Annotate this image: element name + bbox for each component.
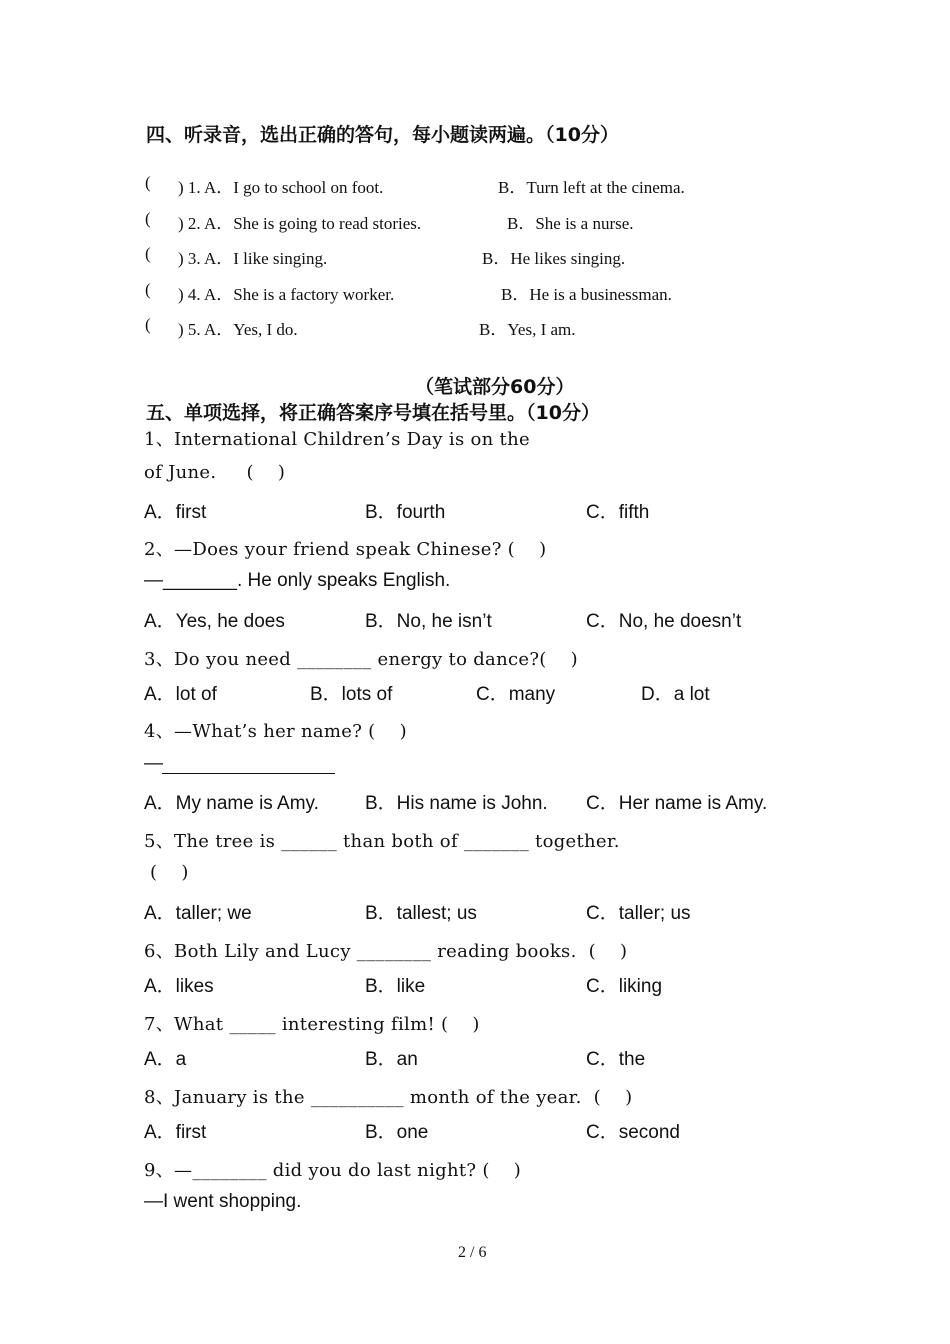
q1-option-c: C．fifth <box>586 502 650 523</box>
question-2: 2、—Does your friend speak Chinese? ( ) <box>144 539 547 560</box>
q8-option-c: C．second <box>586 1122 680 1143</box>
section-5-title: 五、单项选择，将正确答案序号填在括号里。（10分） <box>146 402 600 424</box>
answer-paren: ( <box>145 173 151 192</box>
q6-option-c: C．liking <box>586 976 663 997</box>
answer-paren: ( <box>145 244 151 263</box>
answer-paren: ( <box>145 280 151 299</box>
option-b: B．He is a businessman. <box>501 285 672 304</box>
q5-option-b: B．tallest; us <box>365 903 477 924</box>
q6-option-b: B．like <box>365 976 426 997</box>
section-4-title: 四、听录音，选出正确的答句，每小题读两遍。（10分） <box>146 124 619 146</box>
q3-option-b: B．lots of <box>310 684 393 705</box>
question-7: 7、What _____ interesting film! ( ) <box>144 1014 480 1035</box>
option-b: B．Turn left at the cinema. <box>498 178 685 197</box>
q6-option-a: A．likes <box>144 976 214 997</box>
question-5: 5、The tree is ______ than both of _______ together. <box>144 831 620 852</box>
option-a: ) 5. A．Yes, I do. <box>178 320 298 339</box>
q2-option-c: C．No, he doesn’t <box>586 611 742 632</box>
option-a: ) 1. A．I go to school on foot. <box>178 178 384 197</box>
q7-option-b: B．an <box>365 1049 418 1070</box>
option-a: ) 2. A．She is going to read stories. <box>178 214 422 233</box>
q2-option-a: A．Yes, he does <box>144 611 285 632</box>
answer-paren: ( <box>145 315 151 334</box>
q1-option-b: B．fourth <box>365 502 446 523</box>
option-b: B．She is a nurse. <box>507 214 634 233</box>
q7-option-c: C．the <box>586 1049 646 1070</box>
question-5-line2: ( ) <box>150 862 189 883</box>
q8-option-b: B．one <box>365 1122 429 1143</box>
option-b: B．Yes, I am. <box>479 320 576 339</box>
q5-option-c: C．taller; us <box>586 903 691 924</box>
option-a: ) 4. A．She is a factory worker. <box>178 285 395 304</box>
question-8: 8、January is the __________ month of the year. ( ) <box>144 1087 633 1108</box>
page-number: 2 / 6 <box>458 1244 487 1261</box>
q3-option-d: D．a lot <box>641 684 710 705</box>
q1-option-a: A．first <box>144 502 207 523</box>
question-4: 4、—What’s her name? ( ) <box>144 721 407 742</box>
question-2-line2: —_______. He only speaks English. <box>144 570 451 591</box>
q4-option-b: B．His name is John. <box>365 793 548 814</box>
question-9: 9、—________ did you do last night? ( ) <box>144 1160 522 1181</box>
q5-option-a: A．taller; we <box>144 903 252 924</box>
question-1: 1、International Children’s Day is on the <box>144 429 530 450</box>
option-b: B．He likes singing. <box>482 249 626 268</box>
question-9-line2: —I went shopping. <box>144 1191 302 1212</box>
answer-paren: ( <box>145 209 151 228</box>
q4-option-a: A．My name is Amy. <box>144 793 319 814</box>
q3-option-c: C．many <box>476 684 556 705</box>
q4-option-c: C．Her name is Amy. <box>586 793 768 814</box>
question-3: 3、Do you need ________ energy to dance?( ) <box>144 649 578 670</box>
q2-option-b: B．No, he isn’t <box>365 611 492 632</box>
q7-option-a: A．a <box>144 1049 187 1070</box>
question-4-line2: — <box>144 753 163 774</box>
answer-blank-line <box>162 773 335 774</box>
option-a: ) 3. A．I like singing. <box>178 249 328 268</box>
written-part-heading: （笔试部分60分） <box>415 376 575 398</box>
q3-option-a: A．lot of <box>144 684 217 705</box>
question-6: 6、Both Lily and Lucy ________ reading books. ( ) <box>144 941 628 962</box>
q8-option-a: A．first <box>144 1122 207 1143</box>
question-1-line2: of June. ( ) <box>144 462 286 483</box>
